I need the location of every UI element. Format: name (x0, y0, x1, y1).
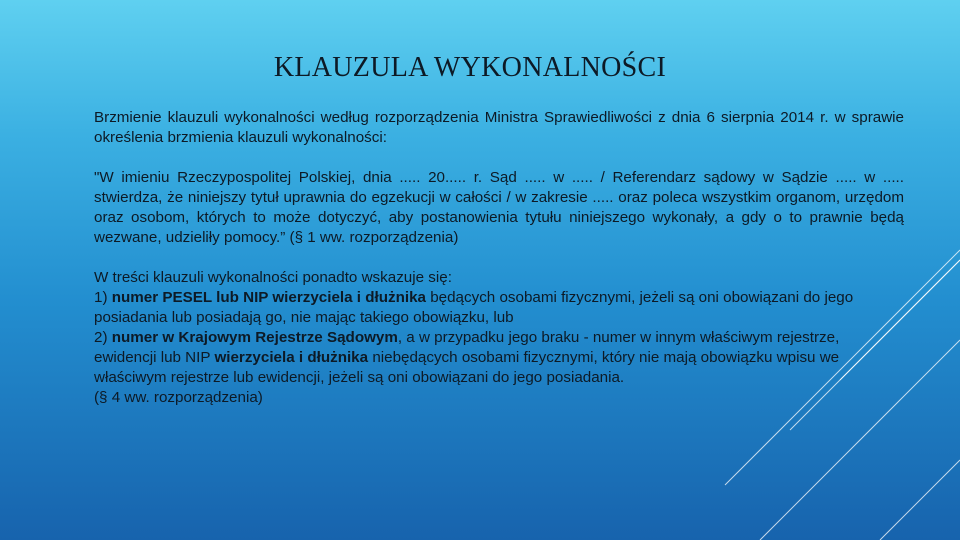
intro-paragraph: Brzmienie klauzuli wykonalności według rozporządzenia Ministra Sprawiedliwości z dnia 6 sierpnia 2014 r. w sprawie określenia brzmienia klauzuli wykonalności: (94, 109, 904, 146)
item2-bold: numer w Krajowym Rejestrze Sądowym (111, 329, 398, 346)
quote-paragraph: "W imieniu Rzeczypospolitej Polskiej, dnia ..... 20..... r. Sąd ..... w ..... / Referendarz sądowy w Sądzie ..... w ..... stwierdza, że niniejszy tytuł uprawnia do egzekucji w całości / w zakresie ..... oraz poleca wszystkim organom, urzędom oraz osobom, których to może dotyczyć, aby postanowienia tytułu niniejszego wykonały, a gdy o to prawnie będą wezwane, udzieliły pomocy.” (§ 1 ww. rozporządzenia) (94, 169, 904, 246)
item1-rest: będących osobami fizycznymi, jeżeli są oni obowiązani do jego posiadania lub posiadają go, nie mając takiego obowiązku, lub (94, 289, 854, 326)
item2-rest: niebędących osobami fizycznymi, który nie mają obowiązku wpisu we właściwym rejestrze lub ewidencji, jeżeli są oni obowiązani do jego posiadania. (94, 349, 840, 386)
item1-bold: numer PESEL lub NIP wierzyciela i dłużnika (111, 289, 426, 306)
details-paragraph (94, 268, 904, 408)
details-source: (§ 4 ww. rozporządzenia) (94, 389, 263, 406)
slide-title: KLAUZULA WYKONALNOŚCI (273, 52, 667, 83)
slide-body (94, 108, 904, 408)
details-lead: W treści klauzuli wykonalności ponadto wskazuje się: (94, 269, 452, 286)
details-item-1 (94, 288, 904, 328)
details-item-2 (94, 328, 904, 388)
item2-bold2: wierzyciela i dłużnika (214, 349, 369, 366)
item2-mid: , a w przypadku jego braku - numer w innym właściwym rejestrze, ewidencji lub NIP (94, 329, 840, 366)
item2-prefix: 2) (94, 329, 112, 346)
item1-prefix: 1) (94, 289, 112, 306)
